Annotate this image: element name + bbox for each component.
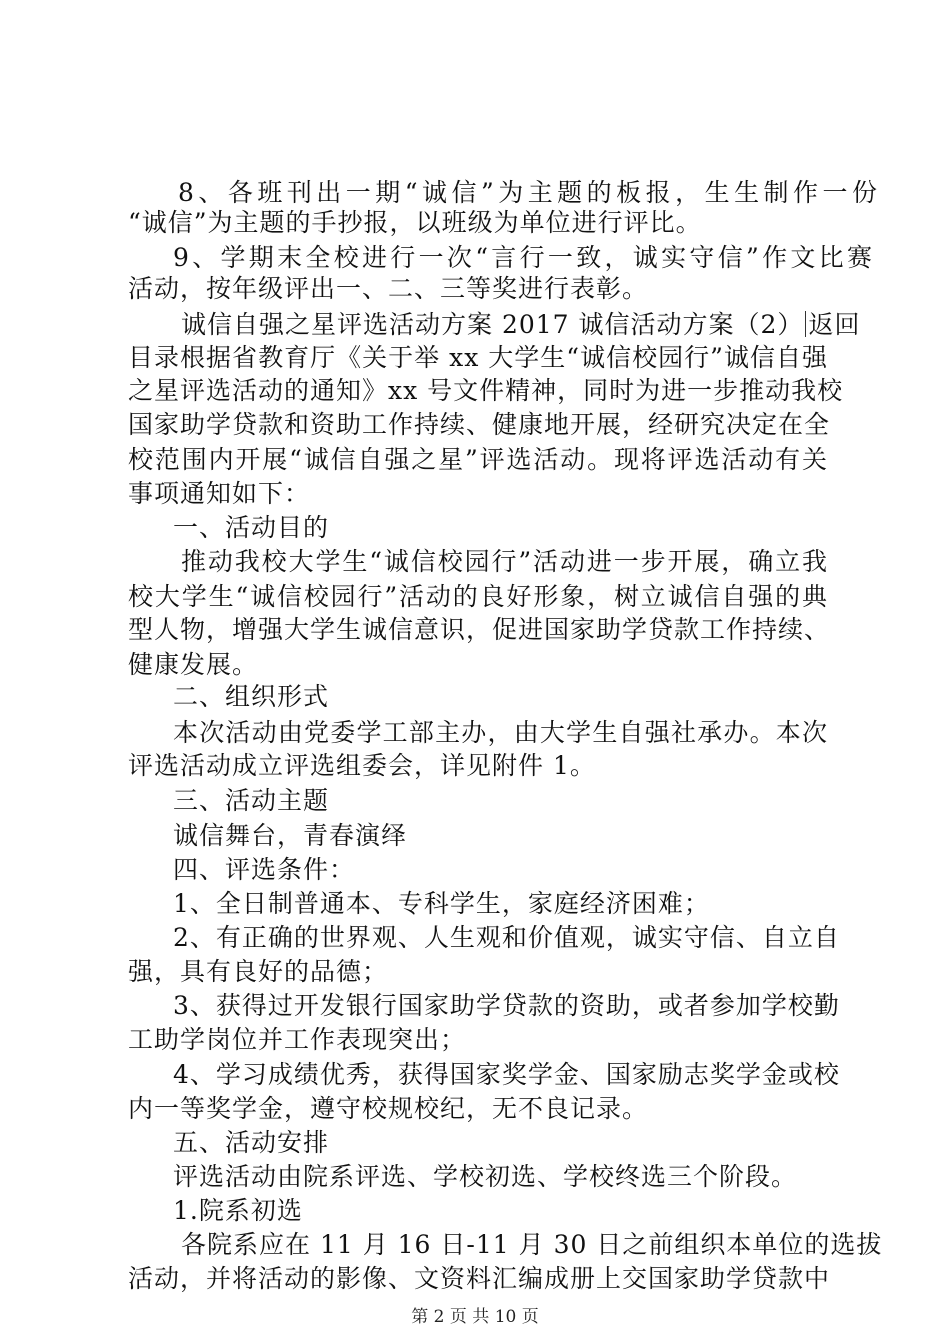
section-heading: 三、活动主题 <box>173 786 330 815</box>
paragraph-line: 活动，按年级评出一、二、三等奖进行表彰。 <box>128 274 649 303</box>
section-heading: 五、活动安排 <box>173 1128 330 1157</box>
paragraph-line: “诚信”为主题的手抄报，以班级为单位进行评比。 <box>128 208 702 237</box>
paragraph-line: 8、各班刊出一期“诚信”为主题的板报，生生制作一份 <box>178 178 878 207</box>
list-item: 2、有正确的世界观、人生观和价值观，诚实守信、自立自 <box>173 923 840 952</box>
list-item: 1、全日制普通本、专科学生，家庭经济困难； <box>173 889 710 918</box>
paragraph-line: 各院系应在 11 月 16 日-11 月 30 日之前组织本单位的选拔 <box>181 1230 883 1259</box>
return-link[interactable]: 返回 <box>808 310 861 339</box>
section-heading: 二、组织形式 <box>173 682 330 711</box>
paragraph-line: 目录根据省教育厅《关于举 xx 大学生“诚信校园行”诚信自强 <box>128 343 828 372</box>
list-item-continuation: 强，具有良好的品德； <box>128 957 389 986</box>
subsection-heading: 1.院系初选 <box>173 1196 303 1225</box>
paragraph-line <box>181 308 861 342</box>
paragraph-line: 健康发展。 <box>128 650 259 679</box>
paragraph-line: 校范围内开展“诚信自强之星”评选活动。现将评选活动有关 <box>128 445 828 474</box>
paragraph-line-text: 诚信自强之星评选活动方案 2017 诚信活动方案（2） <box>181 310 804 339</box>
paragraph-line: 诚信舞台，青春演绎 <box>173 821 408 850</box>
paragraph-line: 9、学期末全校进行一次“言行一致，诚实守信”作文比赛 <box>173 243 873 272</box>
list-item: 4、学习成绩优秀，获得国家奖学金、国家励志奖学金或校 <box>173 1060 840 1089</box>
list-item: 3、获得过开发银行国家助学贷款的资助，或者参加学校勤 <box>173 991 840 1020</box>
page-footer: 第 2 页 共 10 页 <box>411 1307 539 1327</box>
list-item-continuation: 内一等奖学金，遵守校规校纪，无不良记录。 <box>128 1094 649 1123</box>
paragraph-line: 推动我校大学生“诚信校园行”活动进一步开展，确立我 <box>181 547 828 576</box>
paragraph-line: 校大学生“诚信校园行”活动的良好形象，树立诚信自强的典 <box>128 582 828 611</box>
paragraph-line: 本次活动由党委学工部主办，由大学生自强社承办。本次 <box>173 718 828 747</box>
list-item-continuation: 工助学岗位并工作表现突出； <box>128 1025 467 1054</box>
section-heading: 一、活动目的 <box>173 513 330 542</box>
paragraph-line: 之星评选活动的通知》xx 号文件精神，同时为进一步推动我校 <box>128 376 844 405</box>
section-heading: 四、评选条件： <box>173 855 356 884</box>
paragraph-line: 型人物，增强大学生诚信意识，促进国家助学贷款工作持续、 <box>128 615 831 644</box>
paragraph-line: 国家助学贷款和资助工作持续、健康地开展，经研究决定在全 <box>128 410 831 439</box>
paragraph-line: 评选活动由院系评选、学校初选、学校终选三个阶段。 <box>173 1162 798 1191</box>
paragraph-line: 事项通知如下： <box>128 479 311 508</box>
text-separator <box>805 311 806 337</box>
paragraph-line: 评选活动成立评选组委会，详见附件 1。 <box>128 751 596 780</box>
paragraph-line: 活动，并将活动的影像、文资料汇编成册上交国家助学贷款中 <box>128 1264 831 1293</box>
